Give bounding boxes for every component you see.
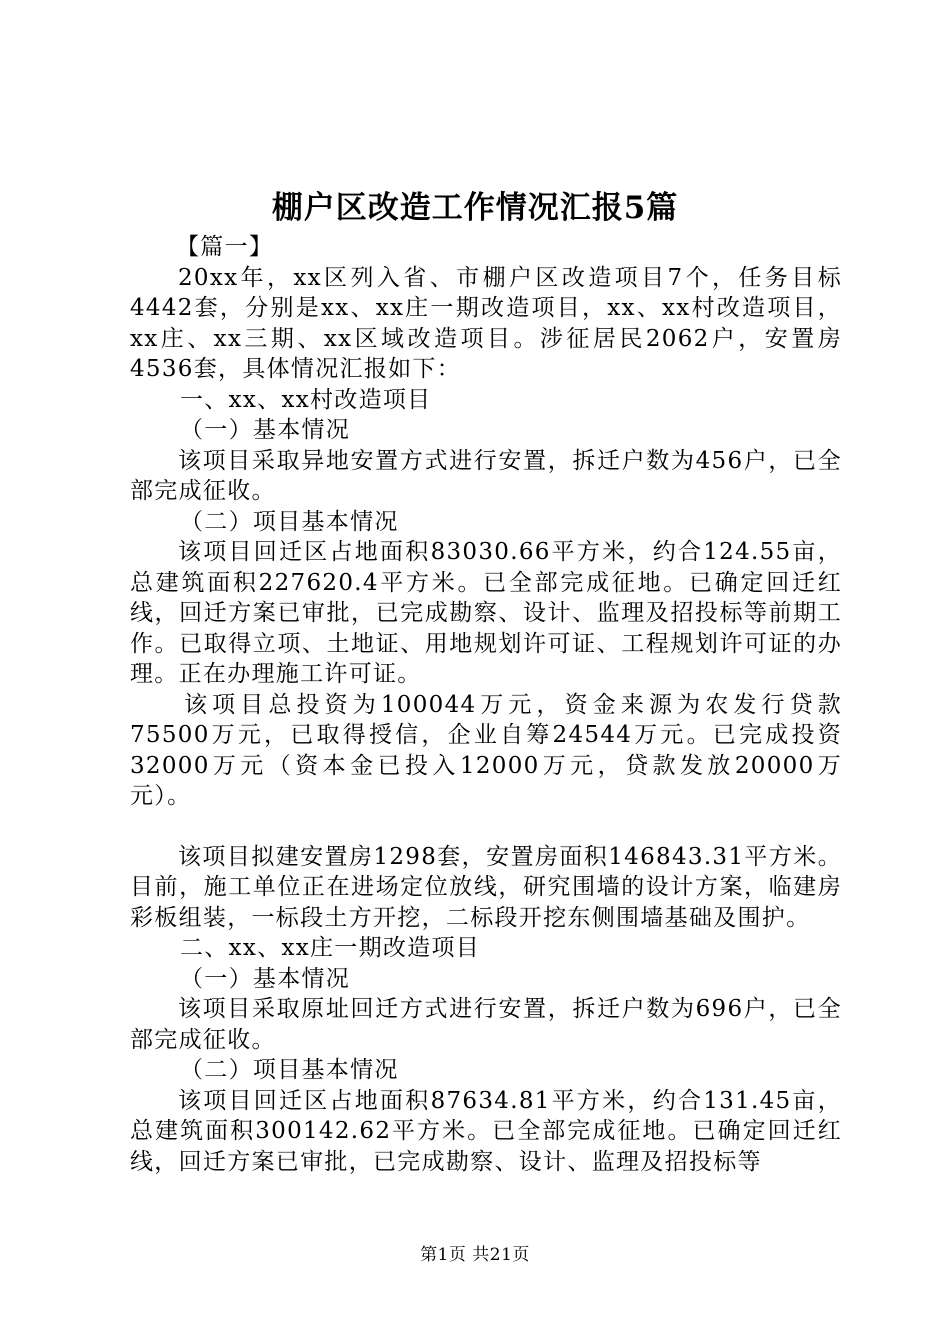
section-tag: 【篇一】 — [176, 234, 274, 260]
document-body — [130, 232, 842, 1177]
subheading-basic-info-2: （一）基本情况 — [180, 965, 351, 992]
paragraph-area-1: 该项目回迁区占地面积83030.66平方米，约合124.55亩，总建筑面积227620.4平方米。已全部完成征地。已确定回迁红线，回迁方案已审批，已完成勘察、设计、监理及招投标等前期工作。已取得立项、土地证、用地规划许可证、工程规划许可证的办理。正在办理施工许可证。 — [130, 539, 842, 687]
heading-project-2: 二、xx、xx庄一期改造项目 — [180, 935, 481, 961]
subheading-project-info-1: （二）项目基本情况 — [180, 508, 399, 535]
paragraph-area-2: 该项目回迁区占地面积87634.81平方米，约合131.45亩，总建筑面积300142.62平方米。已全部完成征地。已确定回迁红线，回迁方案已审批，已完成勘察、设计、监理及招投标等 — [130, 1087, 842, 1175]
paragraph-gap — [130, 812, 842, 842]
paragraph-relocation-1: 该项目采取异地安置方式进行安置，拆迁户数为456户，已全部完成征收。 — [130, 447, 842, 504]
subheading-project-info-2: （二）项目基本情况 — [180, 1057, 399, 1083]
paragraph-intro: 20xx年，xx区列入省、市棚户区改造项目7个，任务目标4442套，分别是xx、xx庄一期改造项目，xx、xx村改造项目，xx庄、xx三期、xx区域改造项目。涉征居民2062户，安置房4536套，具体情况汇报如下： — [130, 264, 842, 382]
subheading-basic-info-1: （一）基本情况 — [180, 417, 351, 443]
page-number-footer: 第1页 共21页 — [420, 1245, 530, 1265]
heading-project-1: 一、xx、xx村改造项目 — [180, 386, 432, 413]
paragraph-housing-1: 该项目拟建安置房1298套，安置房面积146843.31平方米。目前，施工单位正在进场定位放线，研究围墙的设计方案，临建房彩板组装，一标段土方开挖，二标段开挖东侧围墙基础及围护。 — [130, 843, 842, 931]
document-title: 棚户区改造工作情况汇报5篇 — [271, 190, 679, 226]
paragraph-relocation-2: 该项目采取原址回迁方式进行安置，拆迁户数为696户，已全部完成征收。 — [130, 996, 842, 1053]
paragraph-investment-1: 该项目总投资为100044万元，资金来源为农发行贷款75500万元，已取得授信，企业自筹24544万元。已完成投资32000万元（资本金已投入12000万元，贷款发放20000万元）。 — [130, 691, 842, 809]
